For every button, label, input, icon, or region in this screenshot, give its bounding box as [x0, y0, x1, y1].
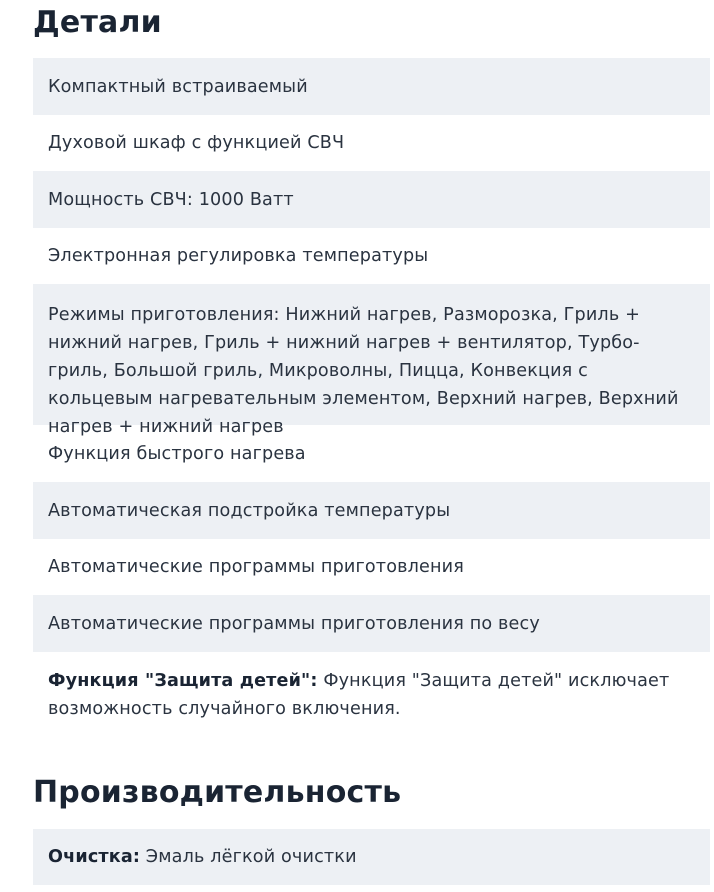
details-item-text: Электронная регулировка температуры [48, 246, 429, 266]
details-item-text: Духовой шкаф с функцией СВЧ [48, 133, 345, 153]
cleaning-value: Эмаль лёгкой очистки [145, 847, 357, 867]
details-item-text: Режимы приготовления: Нижний нагрев, Разморозка, Гриль + нижний нагрев, Гриль + нижний нагрев + вентилятор, Турбо-гриль, Большой гриль, Микроволны, Пицца, Конвекция с кольцевым нагревательным элементом, Верхний нагрев, Верхний нагрев + нижний нагрев [48, 305, 679, 437]
child-lock-label: Функция "Защита детей": [48, 671, 318, 691]
details-item-text: Автоматические программы приготовления [48, 557, 464, 577]
details-item-text: Автоматическая подстройка температуры [48, 500, 451, 521]
details-item-text: Автоматические программы приготовления по весу [48, 613, 540, 634]
cleaning-text [48, 843, 357, 871]
details-item-text: Мощность СВЧ: 1000 Ватт [48, 189, 294, 210]
details-item-text: Компактный встраиваемый [48, 76, 308, 97]
details-list [33, 58, 710, 742]
section-title-performance: Производительность [33, 775, 402, 810]
child-lock-value: Функция "Защита детей" исключает возможность случайного включения. [48, 671, 670, 719]
details-item [33, 595, 710, 652]
cleaning-label: Очистка: [48, 847, 141, 867]
details-item [33, 284, 710, 437]
details-item [33, 115, 710, 171]
section-title-details: Детали [33, 5, 162, 40]
details-item [33, 539, 710, 595]
performance-item-cleaning [33, 829, 710, 885]
details-item [33, 58, 710, 115]
details-item-text: Функция быстрого нагрева [48, 443, 306, 464]
details-item [33, 482, 710, 539]
details-item [33, 228, 710, 284]
performance-list [33, 829, 710, 885]
details-item [33, 171, 710, 228]
details-item-child-lock [33, 652, 710, 742]
child-lock-text [48, 667, 695, 723]
